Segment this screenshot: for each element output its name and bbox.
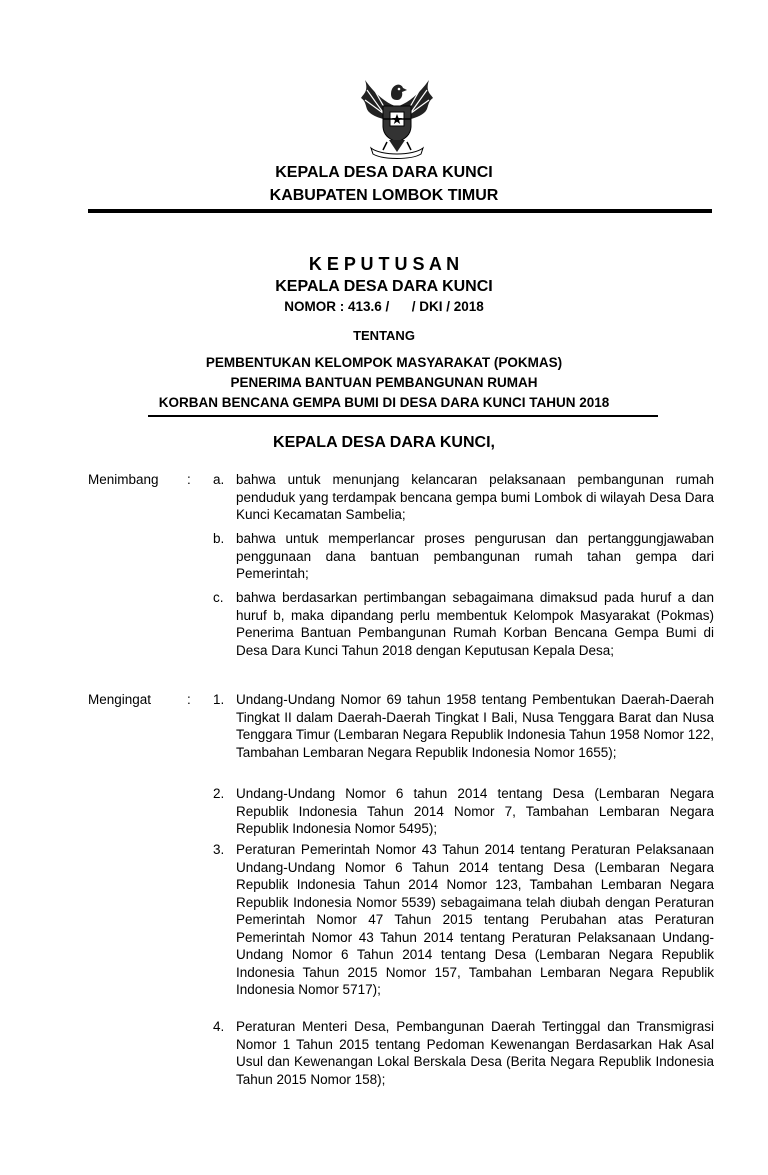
decree-issuer: KEPALA DESA DARA KUNCI [275, 278, 493, 295]
item-text: bahwa untuk memperlancar proses pengurusan dan pertanggungjawaban penggunaan dana bantuan pembangunan rumah tahan gempa dari Pemerintah; [236, 531, 714, 581]
menimbang-colon: : [187, 472, 191, 487]
item-marker: 1. [213, 692, 225, 707]
item-marker: 3. [213, 842, 225, 857]
menimbang-item-a [213, 471, 714, 524]
item-marker: 4. [213, 1019, 225, 1034]
mengingat-item-4 [213, 1018, 714, 1088]
item-text: Peraturan Pemerintah Nomor 43 Tahun 2014 tentang Peraturan Pelaksanaan Undang-Undang Nomor 6 Tahun 2014 tentang Desa (Lembaran Negara Republik Indonesia Tahun 2014 Nomor 123, Tambahan Lembaran Negara Republik Indonesia Nomor 5539) sebagaimana telah diubah dengan Peraturan Pemerintah Nomor 47 Tahun 2015 tentang Perubahan atas Peraturan Pemerintah Nomor 43 Tahun 2014 tentang Peraturan Pelaksanaan Undang-Undang Nomor 6 Tahun 2014 tentang Desa (Lembaran Negara Republik Indonesia Tahun 2015 Nomor 157, Tambahan Lembaran Negara Republik Indonesia Nomor 5717); [236, 842, 714, 997]
mengingat-label: Mengingat [88, 692, 152, 707]
item-text: bahwa untuk menunjang kelancaran pelaksanaan pembangunan rumah penduduk yang terdampak bencana gempa bumi Lombok di wilayah Desa Dara Kunci Kecamatan Sambelia; [236, 472, 714, 522]
mengingat-item-1 [213, 691, 714, 761]
decree-subject-line1: PEMBENTUKAN KELOMPOK MASYARAKAT (POKMAS) [205, 355, 563, 370]
subject-divider [148, 415, 658, 417]
institution-region: KABUPATEN LOMBOK TIMUR [269, 187, 499, 204]
preamble-heading: KEPALA DESA DARA KUNCI, [273, 434, 495, 451]
decree-subject-line3: KORBAN BENCANA GEMPA BUMI DI DESA DARA KUNCI TAHUN 2018 [158, 395, 610, 410]
mengingat-item-3 [213, 841, 714, 999]
item-marker: b. [213, 531, 225, 546]
item-marker: c. [213, 590, 224, 605]
menimbang-item-b [213, 530, 714, 583]
item-text: Peraturan Menteri Desa, Pembangunan Daerah Tertinggal dan Transmigrasi Nomor 1 Tahun 2015 tentang Pedoman Kewenangan Berdasarkan Hak Asal Usul dan Kewenangan Lokal Berskala Desa (Berita Negara Republik Indonesia Tahun 2015 Nomor 158); [236, 1019, 714, 1087]
decree-title: K E P U T U S A N [308, 254, 460, 274]
garuda-emblem-icon [357, 72, 437, 160]
decree-tentang: TENTANG [353, 328, 415, 343]
item-text: Undang-Undang Nomor 6 tahun 2014 tentang Desa (Lembaran Negara Republik Indonesia Tahun 2014 Nomor 7, Tambahan Lembaran Negara Republik Indonesia Nomor 5495); [236, 786, 714, 836]
institution-name: KEPALA DESA DARA KUNCI [275, 164, 493, 181]
menimbang-label: Menimbang [88, 472, 159, 487]
item-marker: a. [213, 472, 225, 487]
mengingat-item-2 [213, 785, 714, 838]
item-text: bahwa berdasarkan pertimbangan sebagaimana dimaksud pada huruf a dan huruf b, maka dipandang perlu membentuk Kelompok Masyarakat (Pokmas) Penerima Bantuan Pembangunan Rumah Korban Bencana Gempa Bumi di Desa Dara Kunci Tahun 2018 dengan Keputusan Kepala Desa; [236, 590, 714, 658]
mengingat-colon: : [187, 692, 191, 707]
menimbang-item-c [213, 589, 714, 659]
item-marker: 2. [213, 786, 225, 801]
header-divider [88, 209, 712, 213]
item-text: Undang-Undang Nomor 69 tahun 1958 tentang Pembentukan Daerah-Daerah Tingkat II dalam Daerah-Daerah Tingkat I Bali, Nusa Tenggara Barat dan Nusa Tenggara Timur (Lembaran Negara Republik Indonesia Tahun 1958 Nomor 122, Tambahan Lembaran Negara Republik Indonesia Nomor 1655); [236, 692, 714, 760]
decree-number: NOMOR : 413.6 / / DKI / 2018 [284, 299, 484, 314]
decree-subject-line2: PENERIMA BANTUAN PEMBANGUNAN RUMAH [230, 375, 538, 390]
